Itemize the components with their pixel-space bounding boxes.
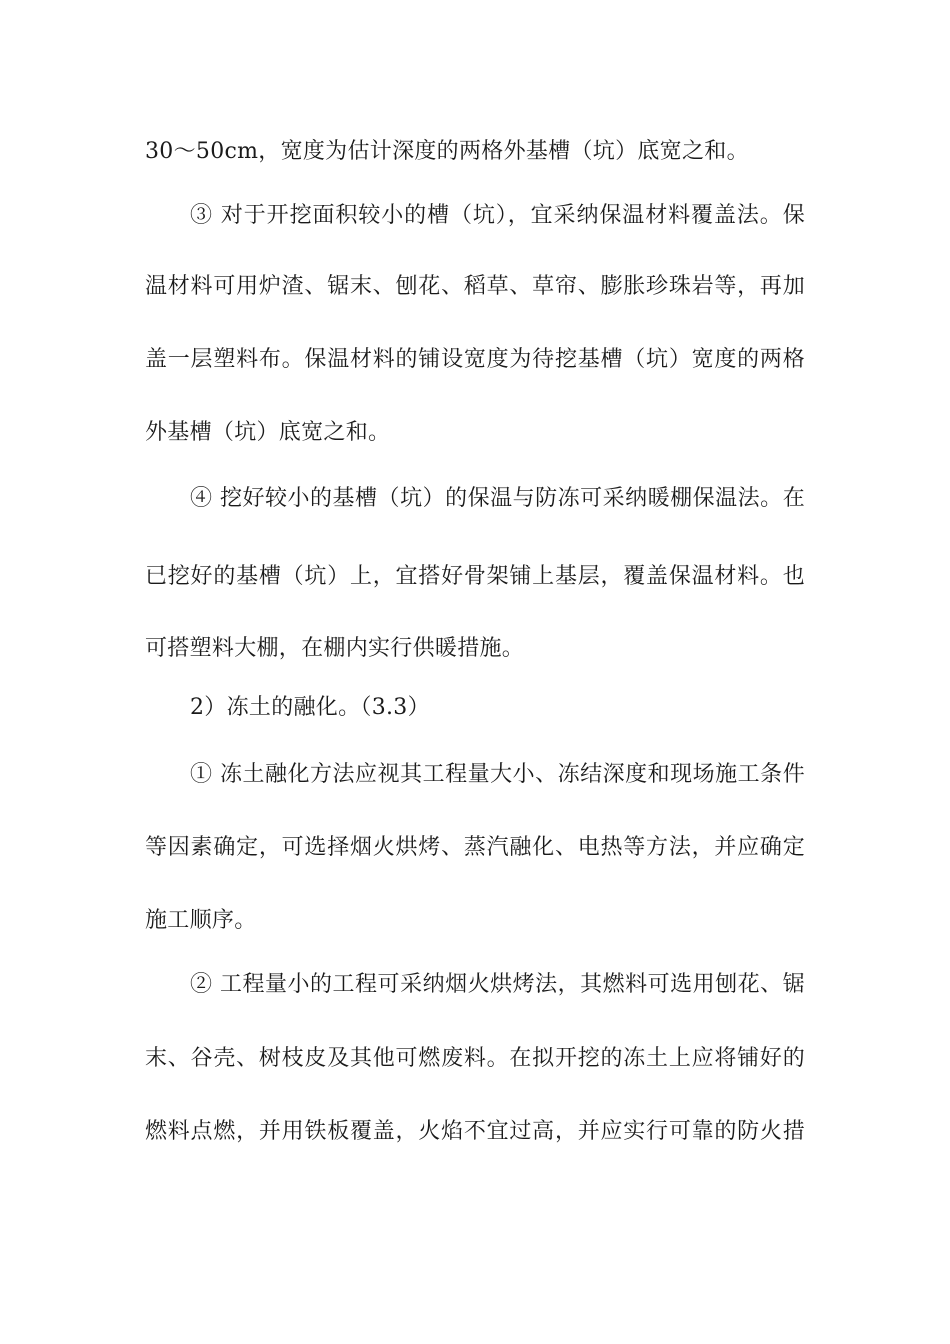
text-line-5: 外基槽（坑）底宽之和。 — [145, 420, 391, 445]
text-line-2: ③ 对于开挖面积较小的槽（坑），宜采纳保温材料覆盖法。保 — [190, 203, 805, 228]
text-line-13: ② 工程量小的工程可采纳烟火烘烤法，其燃料可选用刨花、锯 — [190, 972, 805, 997]
text-line-1: 30～50cm，宽度为估计深度的两格外基槽（坑）底宽之和。 — [145, 139, 749, 164]
text-line-8: 可搭塑料大棚，在棚内实行供暖措施。 — [145, 636, 525, 661]
text-line-4: 盖一层塑料布。保温材料的铺设宽度为待挖基槽（坑）宽度的两格 — [145, 347, 805, 372]
text-line-3: 温材料可用炉渣、锯末、刨花、稻草、草帘、膨胀珍珠岩等，再加 — [145, 274, 805, 299]
text-line-10: ① 冻土融化方法应视其工程量大小、冻结深度和现场施工条件 — [190, 762, 805, 787]
text-line-9: 2）冻土的融化。（3.3） — [190, 695, 430, 720]
text-line-7: 已挖好的基槽（坑）上，宜搭好骨架铺上基层，覆盖保温材料。也 — [145, 564, 805, 589]
text-line-14: 末、谷壳、树枝皮及其他可燃废料。在拟开挖的冻土上应将铺好的 — [145, 1046, 805, 1071]
text-line-12: 施工顺序。 — [145, 908, 257, 933]
text-line-6: ④ 挖好较小的基槽（坑）的保温与防冻可采纳暖棚保温法。在 — [190, 486, 805, 511]
text-line-11: 等因素确定，可选择烟火烘烤、蒸汽融化、电热等方法，并应确定 — [145, 835, 805, 860]
text-line-15: 燃料点燃，并用铁板覆盖，火焰不宜过高，并应实行可靠的防火措 — [145, 1119, 805, 1144]
